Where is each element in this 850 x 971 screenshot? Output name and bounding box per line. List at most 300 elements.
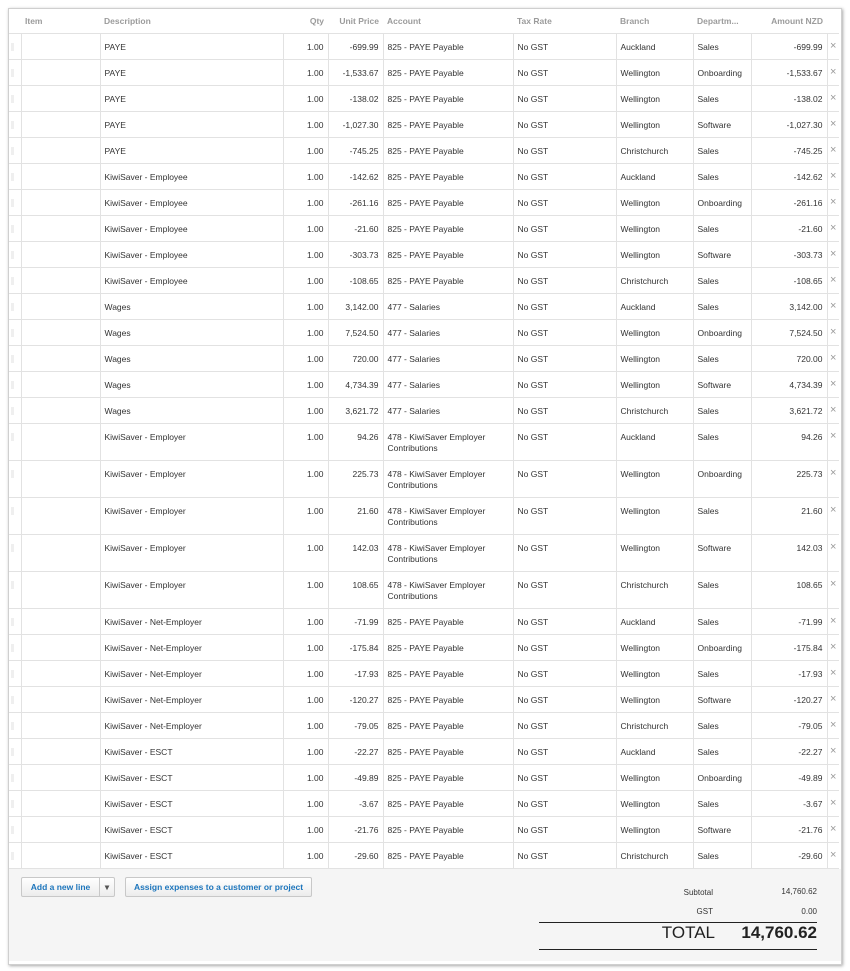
cell-qty[interactable] <box>283 661 328 687</box>
cell-department[interactable] <box>693 609 751 635</box>
cell-qty[interactable] <box>283 687 328 713</box>
cell-description[interactable] <box>100 242 283 268</box>
cell-tax-rate[interactable] <box>513 661 616 687</box>
row-drag-cell[interactable] <box>9 765 21 791</box>
cell-tax-rate[interactable] <box>513 765 616 791</box>
drag-handle-icon[interactable] <box>11 303 14 311</box>
cell-description[interactable] <box>100 635 283 661</box>
cell-account[interactable] <box>383 609 513 635</box>
close-icon[interactable]: × <box>830 745 837 757</box>
cell-account[interactable] <box>383 86 513 112</box>
row-delete-cell[interactable] <box>827 765 839 791</box>
drag-handle-icon[interactable] <box>11 381 14 389</box>
cell-unit-price[interactable] <box>328 138 383 164</box>
cell-qty[interactable] <box>283 34 328 60</box>
cell-unit-price[interactable] <box>328 112 383 138</box>
cell-unit-price[interactable] <box>328 791 383 817</box>
cell-department[interactable] <box>693 320 751 346</box>
cell-unit-price[interactable] <box>328 687 383 713</box>
cell-unit-price[interactable] <box>328 461 383 498</box>
cell-item[interactable] <box>21 86 100 112</box>
cell-item[interactable] <box>21 164 100 190</box>
drag-handle-icon[interactable] <box>11 852 14 860</box>
cell-description[interactable] <box>100 164 283 190</box>
cell-item[interactable] <box>21 687 100 713</box>
cell-description[interactable] <box>100 713 283 739</box>
cell-unit-price[interactable] <box>328 216 383 242</box>
cell-item[interactable] <box>21 791 100 817</box>
cell-account[interactable] <box>383 635 513 661</box>
cell-amount[interactable] <box>751 190 827 216</box>
cell-description[interactable] <box>100 572 283 609</box>
cell-amount[interactable] <box>751 398 827 424</box>
cell-amount[interactable] <box>751 268 827 294</box>
row-delete-cell[interactable] <box>827 739 839 765</box>
close-icon[interactable]: × <box>830 300 837 312</box>
cell-tax-rate[interactable] <box>513 190 616 216</box>
row-drag-cell[interactable] <box>9 138 21 164</box>
cell-account[interactable] <box>383 817 513 843</box>
cell-department[interactable] <box>693 498 751 535</box>
row-drag-cell[interactable] <box>9 817 21 843</box>
drag-handle-icon[interactable] <box>11 748 14 756</box>
cell-amount[interactable] <box>751 424 827 461</box>
row-delete-cell[interactable] <box>827 242 839 268</box>
close-icon[interactable]: × <box>830 797 837 809</box>
row-drag-cell[interactable] <box>9 216 21 242</box>
cell-branch[interactable] <box>616 791 693 817</box>
add-new-line-button[interactable]: Add a new line <box>21 877 100 897</box>
cell-qty[interactable] <box>283 713 328 739</box>
close-icon[interactable]: × <box>830 144 837 156</box>
cell-unit-price[interactable] <box>328 843 383 869</box>
row-delete-cell[interactable] <box>827 216 839 242</box>
cell-qty[interactable] <box>283 86 328 112</box>
row-delete-cell[interactable] <box>827 461 839 498</box>
cell-tax-rate[interactable] <box>513 294 616 320</box>
row-drag-cell[interactable] <box>9 86 21 112</box>
cell-qty[interactable] <box>283 843 328 869</box>
row-drag-cell[interactable] <box>9 60 21 86</box>
drag-handle-icon[interactable] <box>11 644 14 652</box>
cell-description[interactable] <box>100 320 283 346</box>
cell-tax-rate[interactable] <box>513 372 616 398</box>
cell-tax-rate[interactable] <box>513 346 616 372</box>
cell-department[interactable] <box>693 190 751 216</box>
cell-item[interactable] <box>21 60 100 86</box>
cell-branch[interactable] <box>616 346 693 372</box>
cell-unit-price[interactable] <box>328 498 383 535</box>
cell-tax-rate[interactable] <box>513 424 616 461</box>
close-icon[interactable]: × <box>830 641 837 653</box>
cell-branch[interactable] <box>616 572 693 609</box>
drag-handle-icon[interactable] <box>11 43 14 51</box>
cell-description[interactable] <box>100 294 283 320</box>
row-drag-cell[interactable] <box>9 713 21 739</box>
drag-handle-icon[interactable] <box>11 95 14 103</box>
cell-account[interactable] <box>383 791 513 817</box>
cell-qty[interactable] <box>283 372 328 398</box>
cell-item[interactable] <box>21 843 100 869</box>
cell-unit-price[interactable] <box>328 346 383 372</box>
cell-account[interactable] <box>383 294 513 320</box>
cell-branch[interactable] <box>616 739 693 765</box>
cell-amount[interactable] <box>751 86 827 112</box>
cell-branch[interactable] <box>616 424 693 461</box>
cell-department[interactable] <box>693 461 751 498</box>
cell-account[interactable] <box>383 60 513 86</box>
cell-tax-rate[interactable] <box>513 817 616 843</box>
close-icon[interactable]: × <box>830 823 837 835</box>
cell-item[interactable] <box>21 138 100 164</box>
drag-handle-icon[interactable] <box>11 581 14 589</box>
cell-description[interactable] <box>100 535 283 572</box>
cell-description[interactable] <box>100 268 283 294</box>
cell-unit-price[interactable] <box>328 190 383 216</box>
row-delete-cell[interactable] <box>827 713 839 739</box>
cell-department[interactable] <box>693 60 751 86</box>
cell-tax-rate[interactable] <box>513 268 616 294</box>
cell-unit-price[interactable] <box>328 294 383 320</box>
row-delete-cell[interactable] <box>827 164 839 190</box>
cell-item[interactable] <box>21 498 100 535</box>
cell-amount[interactable] <box>751 372 827 398</box>
cell-unit-price[interactable] <box>328 320 383 346</box>
cell-account[interactable] <box>383 320 513 346</box>
cell-item[interactable] <box>21 398 100 424</box>
cell-unit-price[interactable] <box>328 609 383 635</box>
drag-handle-icon[interactable] <box>11 355 14 363</box>
cell-amount[interactable] <box>751 498 827 535</box>
cell-item[interactable] <box>21 372 100 398</box>
cell-tax-rate[interactable] <box>513 843 616 869</box>
close-icon[interactable]: × <box>830 326 837 338</box>
cell-department[interactable] <box>693 398 751 424</box>
cell-description[interactable] <box>100 765 283 791</box>
cell-item[interactable] <box>21 713 100 739</box>
cell-amount[interactable] <box>751 739 827 765</box>
cell-branch[interactable] <box>616 60 693 86</box>
cell-item[interactable] <box>21 609 100 635</box>
cell-description[interactable] <box>100 60 283 86</box>
row-delete-cell[interactable] <box>827 661 839 687</box>
cell-item[interactable] <box>21 461 100 498</box>
close-icon[interactable]: × <box>830 92 837 104</box>
cell-department[interactable] <box>693 86 751 112</box>
cell-branch[interactable] <box>616 294 693 320</box>
cell-account[interactable] <box>383 164 513 190</box>
cell-amount[interactable] <box>751 164 827 190</box>
drag-handle-icon[interactable] <box>11 826 14 834</box>
row-drag-cell[interactable] <box>9 372 21 398</box>
close-icon[interactable]: × <box>830 40 837 52</box>
drag-handle-icon[interactable] <box>11 696 14 704</box>
cell-item[interactable] <box>21 294 100 320</box>
row-drag-cell[interactable] <box>9 320 21 346</box>
cell-item[interactable] <box>21 535 100 572</box>
cell-department[interactable] <box>693 765 751 791</box>
cell-account[interactable] <box>383 739 513 765</box>
cell-department[interactable] <box>693 346 751 372</box>
close-icon[interactable]: × <box>830 378 837 390</box>
drag-handle-icon[interactable] <box>11 507 14 515</box>
cell-department[interactable] <box>693 843 751 869</box>
cell-item[interactable] <box>21 34 100 60</box>
cell-account[interactable] <box>383 242 513 268</box>
row-delete-cell[interactable] <box>827 572 839 609</box>
cell-description[interactable] <box>100 138 283 164</box>
cell-description[interactable] <box>100 372 283 398</box>
cell-account[interactable] <box>383 216 513 242</box>
cell-unit-price[interactable] <box>328 572 383 609</box>
cell-unit-price[interactable] <box>328 34 383 60</box>
cell-branch[interactable] <box>616 535 693 572</box>
cell-branch[interactable] <box>616 765 693 791</box>
cell-description[interactable] <box>100 424 283 461</box>
cell-item[interactable] <box>21 268 100 294</box>
cell-qty[interactable] <box>283 320 328 346</box>
cell-item[interactable] <box>21 346 100 372</box>
cell-item[interactable] <box>21 661 100 687</box>
row-delete-cell[interactable] <box>827 424 839 461</box>
cell-tax-rate[interactable] <box>513 164 616 190</box>
cell-tax-rate[interactable] <box>513 498 616 535</box>
cell-amount[interactable] <box>751 635 827 661</box>
drag-handle-icon[interactable] <box>11 225 14 233</box>
cell-department[interactable] <box>693 687 751 713</box>
cell-qty[interactable] <box>283 498 328 535</box>
cell-item[interactable] <box>21 320 100 346</box>
cell-tax-rate[interactable] <box>513 34 616 60</box>
cell-unit-price[interactable] <box>328 242 383 268</box>
cell-amount[interactable] <box>751 294 827 320</box>
cell-qty[interactable] <box>283 739 328 765</box>
row-delete-cell[interactable] <box>827 398 839 424</box>
row-delete-cell[interactable] <box>827 687 839 713</box>
cell-qty[interactable] <box>283 112 328 138</box>
cell-department[interactable] <box>693 112 751 138</box>
row-drag-cell[interactable] <box>9 242 21 268</box>
cell-tax-rate[interactable] <box>513 572 616 609</box>
cell-tax-rate[interactable] <box>513 216 616 242</box>
cell-description[interactable] <box>100 739 283 765</box>
cell-tax-rate[interactable] <box>513 86 616 112</box>
cell-branch[interactable] <box>616 398 693 424</box>
row-drag-cell[interactable] <box>9 661 21 687</box>
cell-qty[interactable] <box>283 791 328 817</box>
drag-handle-icon[interactable] <box>11 670 14 678</box>
cell-tax-rate[interactable] <box>513 739 616 765</box>
cell-amount[interactable] <box>751 687 827 713</box>
cell-account[interactable] <box>383 34 513 60</box>
close-icon[interactable]: × <box>830 66 837 78</box>
assign-expenses-button[interactable]: Assign expenses to a customer or project <box>125 877 312 897</box>
cell-account[interactable] <box>383 661 513 687</box>
cell-unit-price[interactable] <box>328 817 383 843</box>
cell-department[interactable] <box>693 242 751 268</box>
row-delete-cell[interactable] <box>827 346 839 372</box>
cell-unit-price[interactable] <box>328 765 383 791</box>
row-drag-cell[interactable] <box>9 535 21 572</box>
cell-branch[interactable] <box>616 86 693 112</box>
cell-item[interactable] <box>21 242 100 268</box>
cell-description[interactable] <box>100 346 283 372</box>
row-drag-cell[interactable] <box>9 687 21 713</box>
close-icon[interactable]: × <box>830 693 837 705</box>
drag-handle-icon[interactable] <box>11 407 14 415</box>
cell-item[interactable] <box>21 635 100 661</box>
cell-item[interactable] <box>21 817 100 843</box>
cell-amount[interactable] <box>751 817 827 843</box>
cell-qty[interactable] <box>283 216 328 242</box>
cell-description[interactable] <box>100 661 283 687</box>
cell-qty[interactable] <box>283 609 328 635</box>
cell-branch[interactable] <box>616 817 693 843</box>
cell-department[interactable] <box>693 372 751 398</box>
cell-department[interactable] <box>693 739 751 765</box>
cell-branch[interactable] <box>616 843 693 869</box>
close-icon[interactable]: × <box>830 118 837 130</box>
drag-handle-icon[interactable] <box>11 433 14 441</box>
cell-description[interactable] <box>100 112 283 138</box>
row-drag-cell[interactable] <box>9 498 21 535</box>
close-icon[interactable]: × <box>830 222 837 234</box>
row-delete-cell[interactable] <box>827 138 839 164</box>
cell-branch[interactable] <box>616 609 693 635</box>
row-delete-cell[interactable] <box>827 34 839 60</box>
cell-description[interactable] <box>100 687 283 713</box>
row-delete-cell[interactable] <box>827 635 839 661</box>
cell-qty[interactable] <box>283 535 328 572</box>
cell-tax-rate[interactable] <box>513 687 616 713</box>
cell-unit-price[interactable] <box>328 739 383 765</box>
cell-qty[interactable] <box>283 268 328 294</box>
cell-item[interactable] <box>21 424 100 461</box>
cell-department[interactable] <box>693 661 751 687</box>
cell-description[interactable] <box>100 843 283 869</box>
cell-unit-price[interactable] <box>328 635 383 661</box>
cell-unit-price[interactable] <box>328 86 383 112</box>
cell-tax-rate[interactable] <box>513 60 616 86</box>
cell-item[interactable] <box>21 765 100 791</box>
cell-tax-rate[interactable] <box>513 138 616 164</box>
close-icon[interactable]: × <box>830 719 837 731</box>
row-delete-cell[interactable] <box>827 60 839 86</box>
drag-handle-icon[interactable] <box>11 618 14 626</box>
row-drag-cell[interactable] <box>9 791 21 817</box>
row-drag-cell[interactable] <box>9 424 21 461</box>
cell-tax-rate[interactable] <box>513 635 616 661</box>
cell-amount[interactable] <box>751 713 827 739</box>
close-icon[interactable]: × <box>830 274 837 286</box>
cell-account[interactable] <box>383 498 513 535</box>
close-icon[interactable]: × <box>830 248 837 260</box>
cell-amount[interactable] <box>751 60 827 86</box>
cell-unit-price[interactable] <box>328 424 383 461</box>
cell-amount[interactable] <box>751 609 827 635</box>
row-drag-cell[interactable] <box>9 739 21 765</box>
cell-amount[interactable] <box>751 661 827 687</box>
cell-qty[interactable] <box>283 346 328 372</box>
cell-amount[interactable] <box>751 572 827 609</box>
drag-handle-icon[interactable] <box>11 470 14 478</box>
drag-handle-icon[interactable] <box>11 69 14 77</box>
cell-qty[interactable] <box>283 424 328 461</box>
drag-handle-icon[interactable] <box>11 544 14 552</box>
cell-amount[interactable] <box>751 461 827 498</box>
cell-amount[interactable] <box>751 34 827 60</box>
drag-handle-icon[interactable] <box>11 800 14 808</box>
cell-qty[interactable] <box>283 190 328 216</box>
row-drag-cell[interactable] <box>9 112 21 138</box>
cell-department[interactable] <box>693 424 751 461</box>
cell-description[interactable] <box>100 216 283 242</box>
cell-unit-price[interactable] <box>328 164 383 190</box>
cell-qty[interactable] <box>283 138 328 164</box>
row-drag-cell[interactable] <box>9 164 21 190</box>
cell-qty[interactable] <box>283 572 328 609</box>
row-drag-cell[interactable] <box>9 268 21 294</box>
cell-branch[interactable] <box>616 461 693 498</box>
close-icon[interactable]: × <box>830 170 837 182</box>
cell-account[interactable] <box>383 843 513 869</box>
cell-branch[interactable] <box>616 372 693 398</box>
cell-qty[interactable] <box>283 164 328 190</box>
cell-amount[interactable] <box>751 320 827 346</box>
close-icon[interactable]: × <box>830 404 837 416</box>
cell-amount[interactable] <box>751 138 827 164</box>
row-delete-cell[interactable] <box>827 320 839 346</box>
cell-department[interactable] <box>693 216 751 242</box>
close-icon[interactable]: × <box>830 541 837 553</box>
cell-unit-price[interactable] <box>328 535 383 572</box>
cell-qty[interactable] <box>283 635 328 661</box>
row-delete-cell[interactable] <box>827 372 839 398</box>
cell-account[interactable] <box>383 190 513 216</box>
drag-handle-icon[interactable] <box>11 173 14 181</box>
cell-branch[interactable] <box>616 34 693 60</box>
cell-unit-price[interactable] <box>328 60 383 86</box>
cell-account[interactable] <box>383 765 513 791</box>
row-drag-cell[interactable] <box>9 461 21 498</box>
cell-tax-rate[interactable] <box>513 713 616 739</box>
cell-item[interactable] <box>21 739 100 765</box>
row-delete-cell[interactable] <box>827 190 839 216</box>
cell-branch[interactable] <box>616 112 693 138</box>
drag-handle-icon[interactable] <box>11 277 14 285</box>
cell-qty[interactable] <box>283 461 328 498</box>
cell-tax-rate[interactable] <box>513 242 616 268</box>
cell-qty[interactable] <box>283 242 328 268</box>
close-icon[interactable]: × <box>830 771 837 783</box>
cell-department[interactable] <box>693 713 751 739</box>
close-icon[interactable]: × <box>830 504 837 516</box>
row-drag-cell[interactable] <box>9 346 21 372</box>
cell-branch[interactable] <box>616 320 693 346</box>
cell-account[interactable] <box>383 112 513 138</box>
cell-description[interactable] <box>100 461 283 498</box>
cell-branch[interactable] <box>616 164 693 190</box>
row-drag-cell[interactable] <box>9 609 21 635</box>
cell-account[interactable] <box>383 713 513 739</box>
drag-handle-icon[interactable] <box>11 251 14 259</box>
add-line-dropdown-toggle[interactable] <box>99 877 115 897</box>
cell-account[interactable] <box>383 535 513 572</box>
cell-tax-rate[interactable] <box>513 609 616 635</box>
cell-branch[interactable] <box>616 687 693 713</box>
cell-amount[interactable] <box>751 791 827 817</box>
close-icon[interactable]: × <box>830 352 837 364</box>
